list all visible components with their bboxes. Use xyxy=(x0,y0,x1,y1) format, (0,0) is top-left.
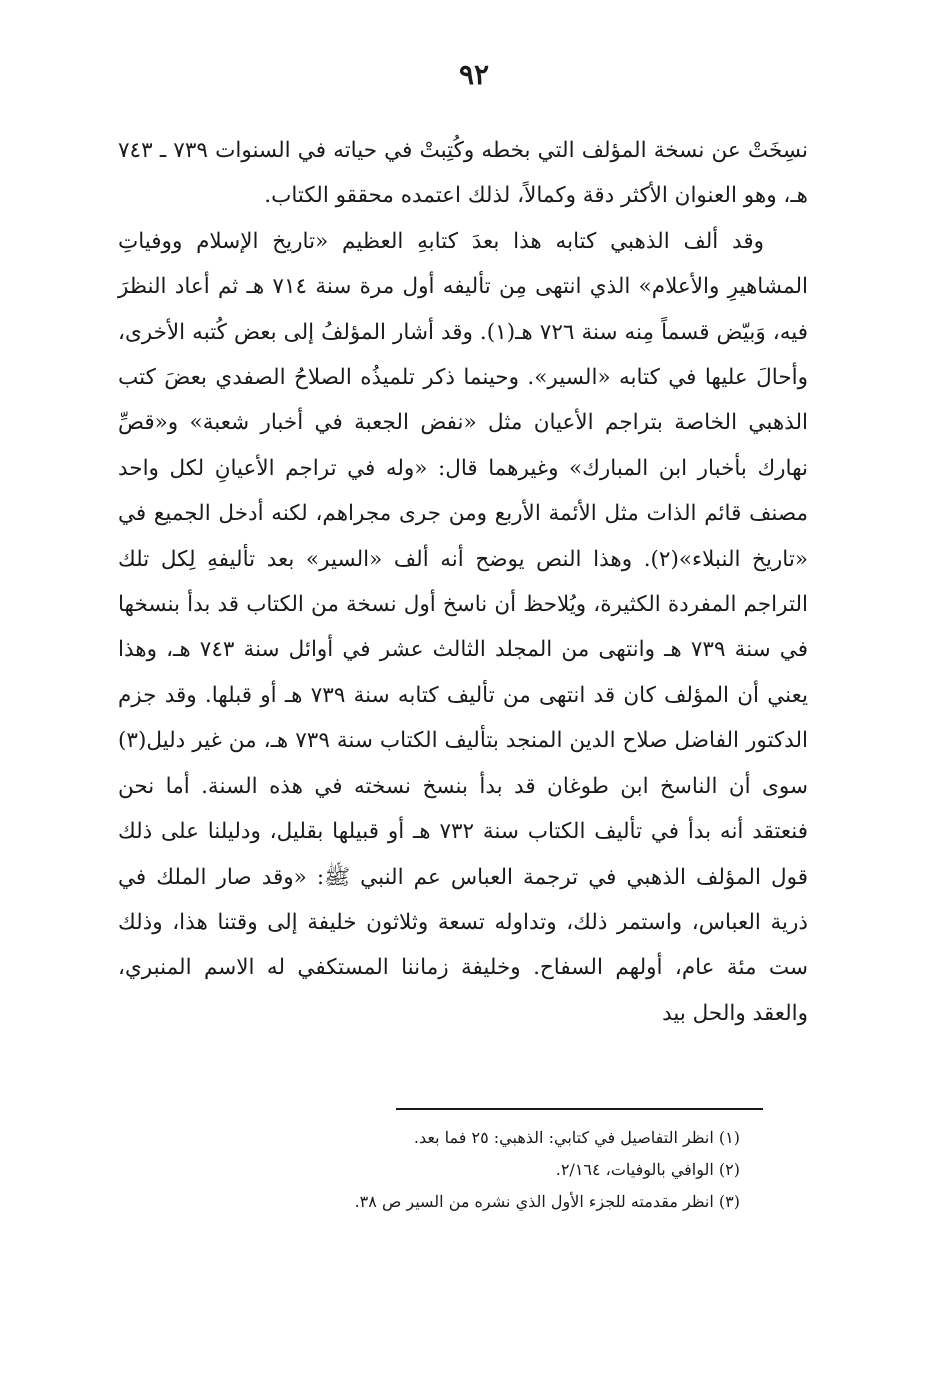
body-paragraph: وقد ألف الذهبي كتابه هذا بعدَ كتابهِ العظيم «تاريخ الإسلام ووفياتِ المشاهيرِ والأعلام» الذي انتهى مِن تأليفه أول مرة سنة ٧١٤ هـ ثم أعاد النظرَ فيه، وَبيّض قسماً مِنه سنة ٧٢٦ هـ(١). وقد أشار المؤلفُ إلى بعض كُتبه الأخرى، وأحالَ عليها في كتابه «السير». وحينما ذكر تلميذُه الصلاحُ الصفدي بعضَ كتب الذهبي الخاصة بتراجم الأعيان مثل «نفض الجعبة في أخبار شعبة» و«قصِّ نهارك بأخبار ابن المبارك» وغيرهما قال: «وله في تراجم الأعيانِ لكل واحد مصنف قائم الذات مثل الأئمة الأربع ومن جرى مجراهم، لكنه أدخل الجميع في «تاريخ النبلاء»(٢). وهذا النص يوضح أنه ألف «السير» بعد تأليفهِ لِكل تلك التراجم المفردة الكثيرة، ويُلاحظ أن ناسخ أول نسخة من الكتاب قد بدأ بنسخها في سنة ٧٣٩ هـ وانتهى من المجلد الثالث عشر في أوائل سنة ٧٤٣ هـ، وهذا يعني أن المؤلف كان قد انتهى من تأليف كتابه سنة ٧٣٩ هـ أو قبلها. وقد جزم الدكتور الفاضل صلاح الدين المنجد بتأليف الكتاب سنة ٧٣٩ هـ، من غير دليل(٣) سوى أن الناسخ ابن طوغان قد بدأ بنسخ نسخته في هذه السنة. أما نحن فنعتقد أنه بدأ في تأليف الكتاب سنة ٧٣٢ هـ أو قبيلها بقليل، ودليلنا على ذلك قول المؤلف الذهبي في ترجمة العباس عم النبي ﷺ: «وقد صار الملك في ذرية العباس، واستمر ذلك، وتداوله تسعة وثلاثون خليفة إلى وقتنا هذا، وذلك ست مئة عام، أولهم السفاح. وخليفة زماننا المستكفي له الاسم المنبري، والعقد والحل بيد xyxy=(118,228,808,1026)
footnote: (٢) الوافي بالوفيات، ٢/١٦٤. xyxy=(555,1160,740,1179)
body-text xyxy=(118,128,808,1036)
footnote: (٣) انظر مقدمته للجزء الأول الذي نشره من السير ص ٣٨. xyxy=(354,1192,740,1211)
page-number: ٩٢ xyxy=(458,58,490,91)
footnotes xyxy=(118,1122,740,1218)
footnote: (١) انظر التفاصيل في كتابي: الذهبي: ٢٥ فما بعد. xyxy=(413,1128,740,1147)
footnote-divider xyxy=(396,1108,763,1110)
body-paragraph: نسِخَتْ عن نسخة المؤلف التي بخطه وكُتِبتْ في حياته في السنوات ٧٣٩ ـ ٧٤٣ هـ، وهو العنوان الأكثر دقة وكمالاً، لذلك اعتمده محققو الكتاب. xyxy=(118,138,809,209)
